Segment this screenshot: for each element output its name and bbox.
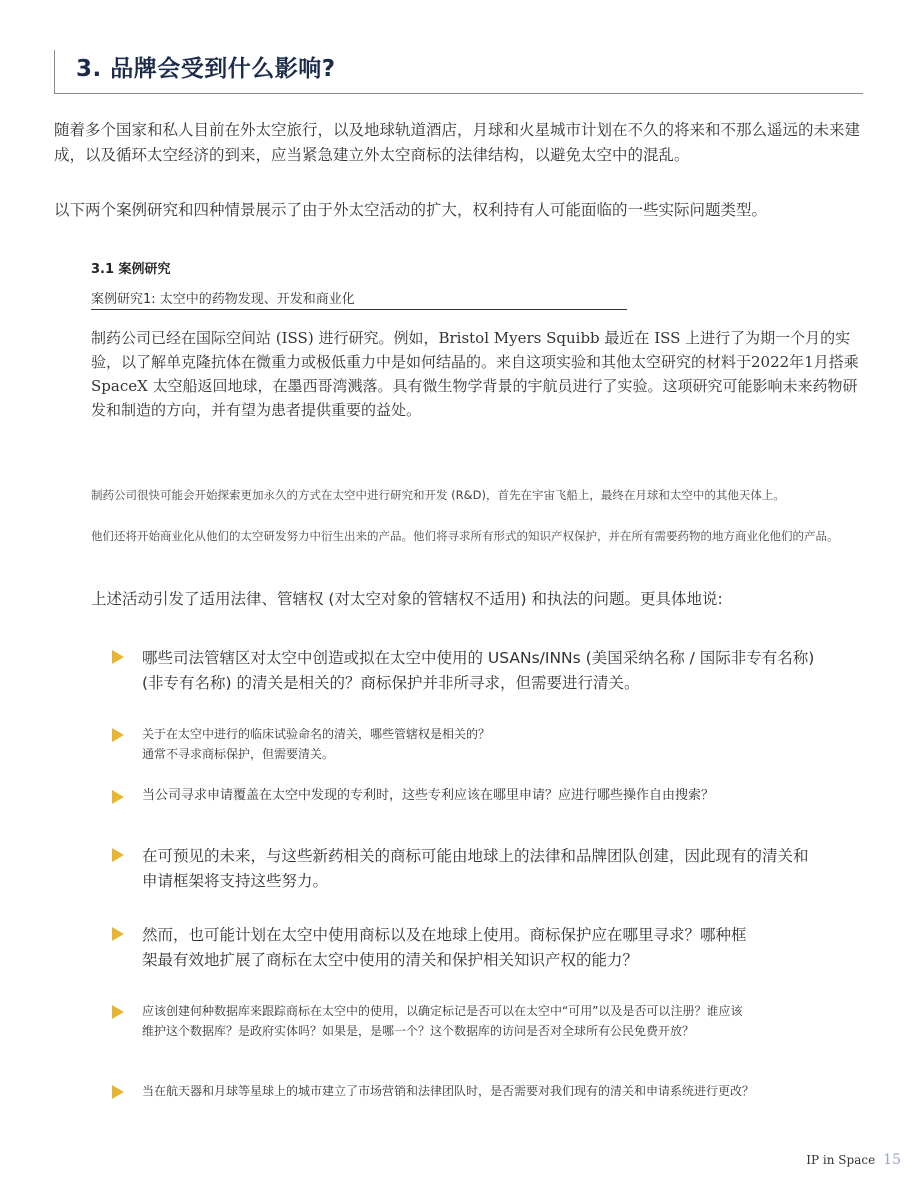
bullet-line: 通常不寻求商标保护，但需要清关。	[142, 747, 335, 761]
bullet-text	[142, 1081, 754, 1101]
questions-lead: 上述活动引发了适用法律、管辖权 (对太空对象的管辖权不适用) 和执法的问题。更具体地说:	[91, 590, 723, 608]
bullet-text	[142, 844, 809, 894]
case-study-1-title: 案例研究1: 太空中的药物发现、开发和商业化	[91, 291, 627, 310]
bullet-line: 申请框架将支持这些努力。	[142, 872, 329, 890]
bullet-line: 然而，也可能计划在太空中使用商标以及在地球上使用。商标保护应在哪里寻求？哪种框	[142, 926, 747, 944]
bullet-item	[112, 923, 872, 973]
arrow-bullet-icon	[112, 790, 124, 804]
bullet-text	[142, 724, 490, 764]
bullet-line: 哪些司法管辖区对太空中创造或拟在太空中使用的 USANs/INNs (美国采纳名称 / 国际非专有名称)	[142, 649, 815, 667]
bullet-text	[142, 646, 814, 696]
footer-label: IP in Space	[806, 1153, 876, 1167]
page-number: 15	[883, 1152, 901, 1168]
bullet-item	[112, 646, 872, 696]
arrow-bullet-icon	[112, 848, 124, 862]
arrow-bullet-icon	[112, 1005, 124, 1019]
section-title: 3. 品牌会受到什么影响?	[76, 56, 336, 82]
bullet-text	[142, 786, 714, 806]
bullet-line: 当在航天器和月球等星球上的城市建立了市场营销和法律团队时，是否需要对我们现有的清关和申请系统进行更改？	[142, 1084, 755, 1098]
arrow-bullet-icon	[112, 728, 124, 742]
arrow-bullet-icon	[112, 1085, 124, 1099]
bullet-line: 架最有效地扩展了商标在太空中使用的清关和保护相关知识产权的能力？	[142, 951, 639, 969]
bullet-item	[112, 786, 872, 806]
bullet-line: (非专有名称) 的清关是相关的？商标保护并非所寻求，但需要进行清关。	[142, 674, 640, 692]
bullet-item	[112, 844, 872, 894]
case-small-paragraph-1: 制药公司很快可能会开始探索更加永久的方式在太空中进行研究和开发 (R&D)，首先在宇宙飞船上，最终在月球和太空中的其他天体上。	[91, 488, 785, 502]
bullet-item	[112, 724, 872, 764]
bullet-line: 当公司寻求申请覆盖在太空中发现的专利时，这些专利应该在哪里申请？应进行哪些操作自由搜索？	[142, 788, 715, 803]
bullet-line: 应该创建何种数据库来跟踪商标在太空中的使用，以确定标记是否可以在太空中“可用”以及是否可以注册？谁应该	[142, 1004, 743, 1018]
bullet-item	[112, 1001, 872, 1041]
intro-paragraph-1: 随着多个国家和私人目前在外太空旅行，以及地球轨道酒店，月球和火星城市计划在不久的将来和不那么遥远的未来建成，以及循环太空经济的到来，应当紧急建立外太空商标的法律结构，以避免太空中的混乱。	[54, 121, 861, 164]
case-study-1-body: 制药公司已经在国际空间站 (ISS) 进行研究。例如，Bristol Myers Squibb 最近在 ISS 上进行了为期一个月的实验，以了解单克隆抗体在微重力或极低重力中是如何结晶的。来自这项实验和其他太空研究的材料于2022年1月搭乘 SpaceX 太空船返回地球，在墨西哥湾溅落。具有微生物学背景的宇航员进行了实验。这项研究可能影响未来药物研发和制造的方向，并有望为患者提供重要的益处。	[91, 329, 859, 419]
bullet-line: 在可预见的未来，与这些新药相关的商标可能由地球上的法律和品牌团队创建，因此现有的清关和	[142, 847, 809, 865]
bullet-text	[142, 923, 747, 973]
intro-paragraph-2: 以下两个案例研究和四种情景展示了由于外太空活动的扩大，权利持有人可能面临的一些实际问题类型。	[54, 201, 768, 219]
arrow-bullet-icon	[112, 927, 124, 941]
bullet-line: 维护这个数据库？是政府实体吗？如果是，是哪一个？这个数据库的访问是否对全球所有公民免费开放？	[142, 1024, 695, 1038]
page-footer	[806, 1152, 901, 1168]
bullet-item	[112, 1081, 872, 1101]
bullet-text	[142, 1001, 742, 1041]
case-small-paragraph-2: 他们还将开始商业化从他们的太空研发努力中衍生出来的产品。他们将寻求所有形式的知识产权保护，并在所有需要药物的地方商业化他们的产品。	[91, 529, 839, 543]
bullet-line: 关于在太空中进行的临床试验命名的清关，哪些管辖权是相关的？	[142, 727, 491, 741]
arrow-bullet-icon	[112, 650, 124, 664]
case-studies-heading: 3.1 案例研究	[91, 262, 171, 277]
